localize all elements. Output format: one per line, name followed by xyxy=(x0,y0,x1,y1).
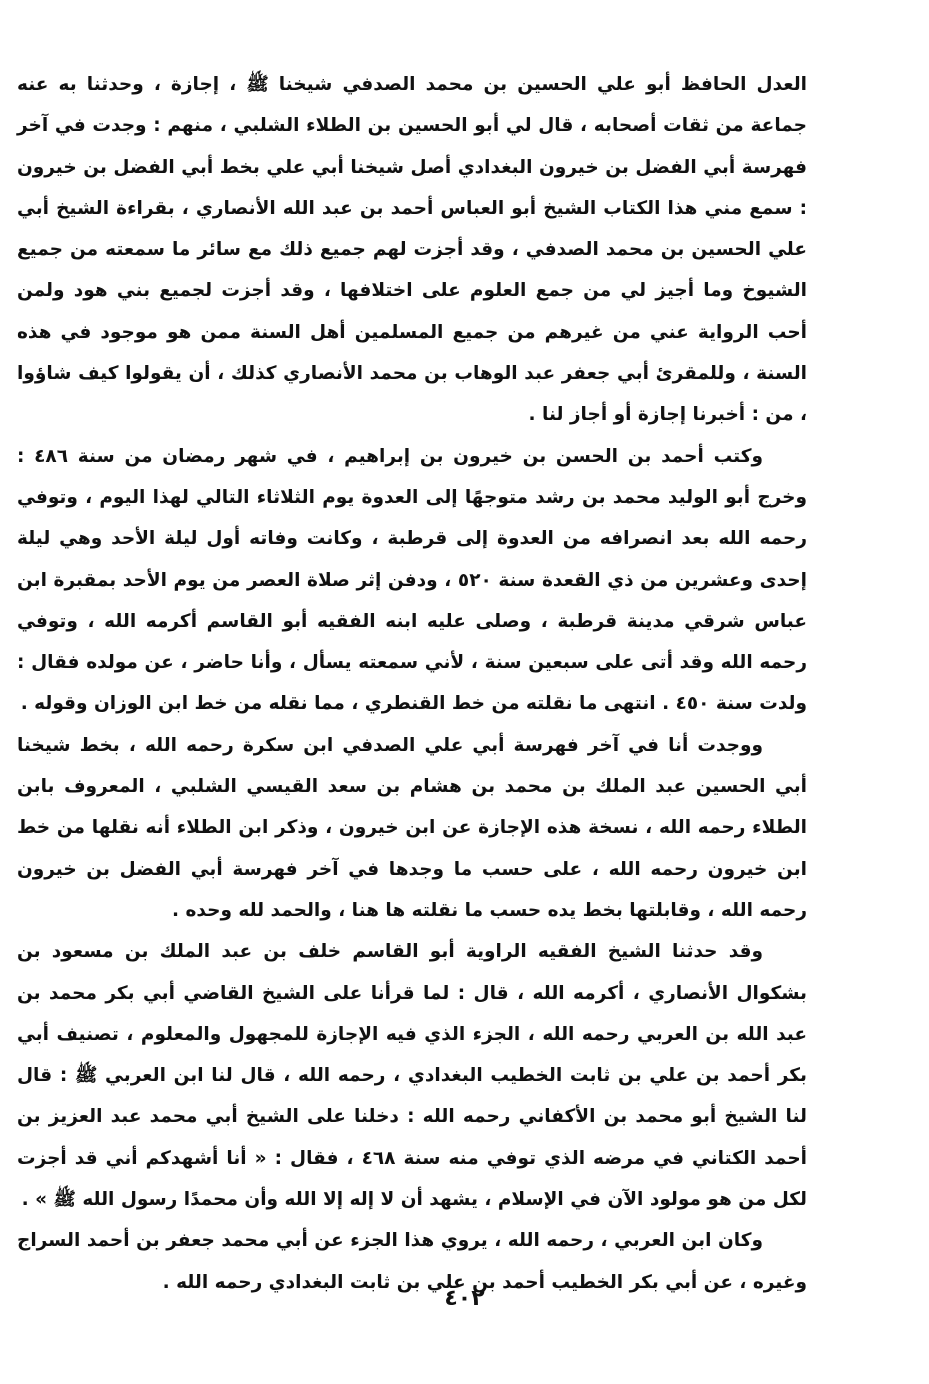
page-number: ٤٠٢ xyxy=(444,1286,485,1311)
paragraph-1: العدل الحافظ أبو علي الحسين بن محمد الصدفي شيخنا ﷺ ، إجازة ، وحدثنا به عنه جماعة من ثقات أصحابه ، قال لي أبو الحسين بن الطلاء الشلبي ، منهم : وجدت في آخر فهرسة أبي الفضل بن خيرون البغدادي أصل شيخنا أبي علي بخط أبي الفضل بن خيرون : سمع مني هذا الكتاب الشيخ أبو العباس أحمد بن عبد الله الأنصاري ، بقراءة الشيخ أبي علي الحسين بن محمد الصدفي ، وقد أجزت لهم جميع ذلك مع سائر ما سمعته من جميع الشيوخ وما أجيز لي من جمع العلوم على اختلافها ، وقد أجزت لجميع بني هود ولمن أحب الرواية عني من غيرهم من جميع المسلمين أهل السنة ممن هو موجود في هذه السنة ، وللمقرئ أبي جعفر عبد الوهاب بن محمد الأنصاري كذلك ، أن يقولوا كيف شاؤوا ، من : أخبرنا إجازة أو أجاز لنا . xyxy=(17,74,807,426)
body-text xyxy=(17,64,807,1303)
paragraph-3: ووجدت أنا في آخر فهرسة أبي علي الصدفي ابن سكرة رحمه الله ، بخط شيخنا أبي الحسين عبد الملك بن محمد بن هشام بن سعد القيسي الشلبي ، المعروف بابن الطلاء رحمه الله ، نسخة هذه الإجازة عن ابن خيرون ، وذكر ابن الطلاء أنه نقلها من خط ابن خيرون رحمه الله ، على حسب ما وجدها في آخر فهرسة أبي الفضل بن خيرون رحمه الله ، وقابلتها بخط يده حسب ما نقلته ها هنا ، والحمد لله وحده . xyxy=(17,734,807,921)
paragraph-2: وكتب أحمد بن الحسن بن خيرون بن إبراهيم ، في شهر رمضان من سنة ٤٨٦ : وخرج أبو الوليد محمد بن رشد متوجهًا إلى العدوة يوم الثلاثاء التالي لهذا اليوم ، وتوفي رحمه الله بعد انصرافه من العدوة إلى قرطبة ، وكانت وفاته أول ليلة الأحد وهي ليلة إحدى وعشرين من ذي القعدة سنة ٥٢٠ ، ودفن إثر صلاة العصر من يوم الأحد بمقبرة ابن عباس شرقي مدينة قرطبة ، وصلى عليه ابنه الفقيه أبو القاسم أكرمه الله ، وتوفي رحمه الله وقد أتى على سبعين سنة ، لأني سمعته يسأل ، وأنا حاضر ، عن مولده فقال : ولدت سنة ٤٥٠ . انتهى ما نقلته من خط القنطري ، مما نقله من خط ابن الوزان وقوله . xyxy=(17,445,807,715)
paragraph-5: وكان ابن العربي ، رحمه الله ، يروي هذا الجزء عن أبي محمد جعفر بن أحمد السراج وغيره ، عن أبي بكر الخطيب أحمد بن علي بن ثابت البغدادي رحمه الله . xyxy=(17,1230,807,1293)
paragraph-4: وقد حدثنا الشيخ الفقيه الراوية أبو القاسم خلف بن عبد الملك بن مسعود بن بشكوال الأنصاري ، أكرمه الله ، قال : لما قرأنا على الشيخ القاضي أبي بكر محمد بن عبد الله بن العربي رحمه الله ، الجزء الذي فيه الإجازة للمجهول والمعلوم ، تصنيف أبي بكر أحمد بن علي بن ثابت الخطيب البغدادي ، رحمه الله ، قال لنا ابن العربي ﷺ : قال لنا الشيخ أبو محمد بن الأكفاني رحمه الله : دخلنا على الشيخ أبي محمد عبد العزيز بن أحمد الكتاني في مرضه الذي توفي منه سنة ٤٦٨ ، فقال : « أنا أشهدكم أني قد أجزت لكل من هو مولود الآن في الإسلام ، يشهد أن لا إله إلا الله وأن محمدًا رسول الله ﷺ » . xyxy=(17,941,808,1211)
